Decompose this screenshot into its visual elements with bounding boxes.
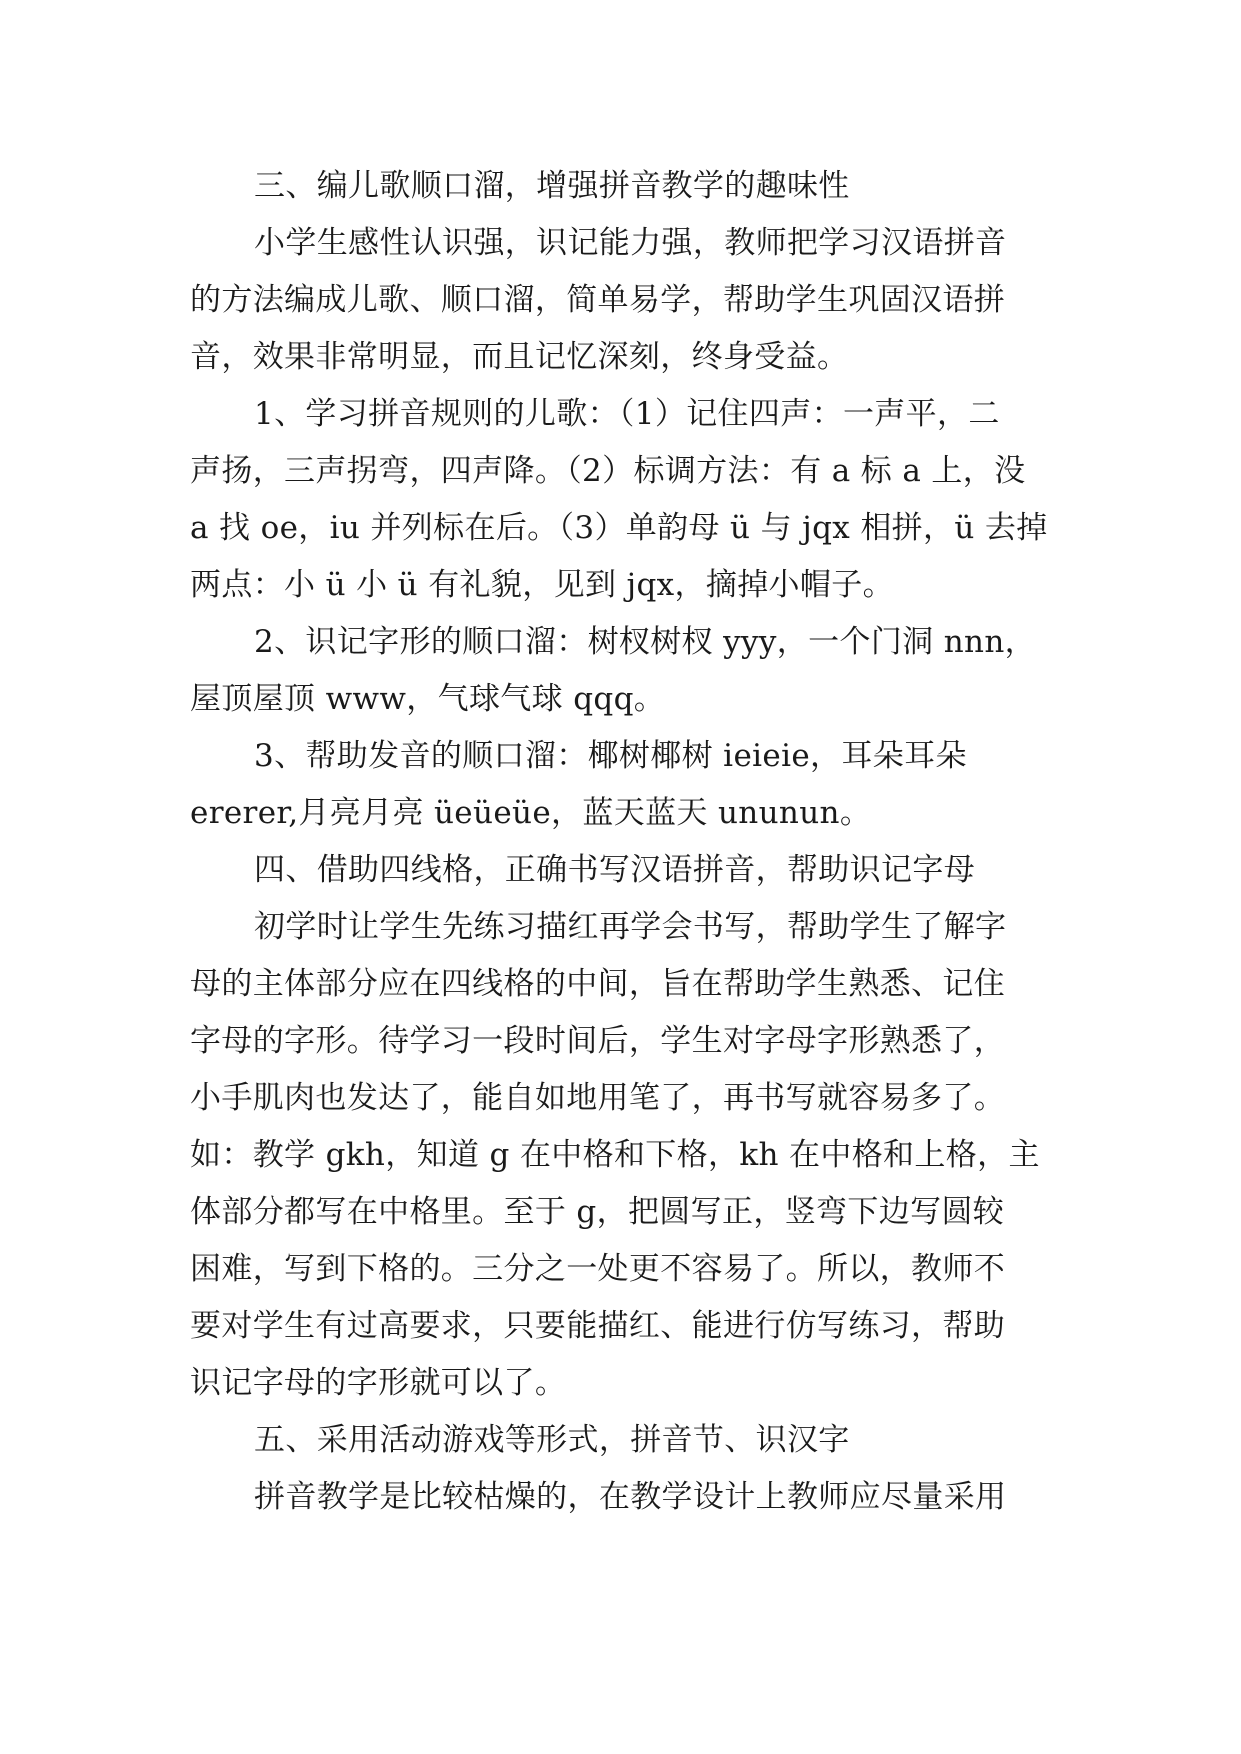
paragraph-line: 字母的字形。待学习一段时间后，学生对字母字形熟悉了，: [190, 1023, 1006, 1059]
paragraph-line: 两点：小 ü 小 ü 有礼貌，见到 jqx，摘掉小帽子。: [190, 567, 894, 603]
paragraph-line: ererer,月亮月亮 üeüeüe，蓝天蓝天 ununun。: [190, 795, 872, 831]
paragraph-line: 的方法编成儿歌、顺口溜，简单易学，帮助学生巩固汉语拼: [190, 282, 1006, 318]
paragraph-line: 屋顶屋顶 www，气球气球 qqq。: [190, 681, 666, 717]
paragraph-line: 拼音教学是比较枯燥的，在教学设计上教师应尽量采用: [254, 1479, 1007, 1515]
paragraph-line: 体部分都写在中格里。至于 g，把圆写正，竖弯下边写圆较: [190, 1194, 1005, 1230]
paragraph-line: 困难，写到下格的。三分之一处更不容易了。所以，教师不: [190, 1251, 1006, 1287]
section-heading-three: 三、编儿歌顺口溜，增强拼音教学的趣味性: [254, 168, 850, 204]
document-body: [190, 158, 1060, 1526]
paragraph-line: 小手肌肉也发达了，能自如地用笔了，再书写就容易多了。: [190, 1080, 1006, 1116]
paragraph-line: 母的主体部分应在四线格的中间，旨在帮助学生熟悉、记住: [190, 966, 1006, 1002]
paragraph-line: 2、识记字形的顺口溜：树杈树杈 yyy，一个门洞 nnn，: [254, 624, 1037, 660]
paragraph-line: 如：教学 gkh，知道 g 在中格和下格，kh 在中格和上格，主: [190, 1137, 1040, 1173]
paragraph-line: 1、学习拼音规则的儿歌：（1）记住四声：一声平，二: [254, 396, 1000, 432]
section-heading-five: 五、采用活动游戏等形式，拼音节、识汉字: [254, 1422, 850, 1458]
paragraph-line: 要对学生有过高要求，只要能描红、能进行仿写练习，帮助: [190, 1308, 1006, 1344]
paragraph-line: 识记字母的字形就可以了。: [190, 1365, 567, 1401]
section-heading-four: 四、借助四线格，正确书写汉语拼音，帮助识记字母: [254, 852, 976, 888]
paragraph-line: 声扬，三声拐弯，四声降。（2）标调方法：有 a 标 a 上，没: [190, 453, 1026, 489]
paragraph-line: 小学生感性认识强，识记能力强，教师把学习汉语拼音: [254, 225, 1007, 261]
paragraph-line: a 找 oe，iu 并列标在后。（3）单韵母 ü 与 jqx 相拼，ü 去掉: [190, 510, 1048, 546]
paragraph-line: 初学时让学生先练习描红再学会书写，帮助学生了解字: [254, 909, 1007, 945]
paragraph-line: 音，效果非常明显，而且记忆深刻，终身受益。: [190, 339, 849, 375]
paragraph-line: 3、帮助发音的顺口溜：椰树椰树 ieieie，耳朵耳朵: [254, 738, 967, 774]
